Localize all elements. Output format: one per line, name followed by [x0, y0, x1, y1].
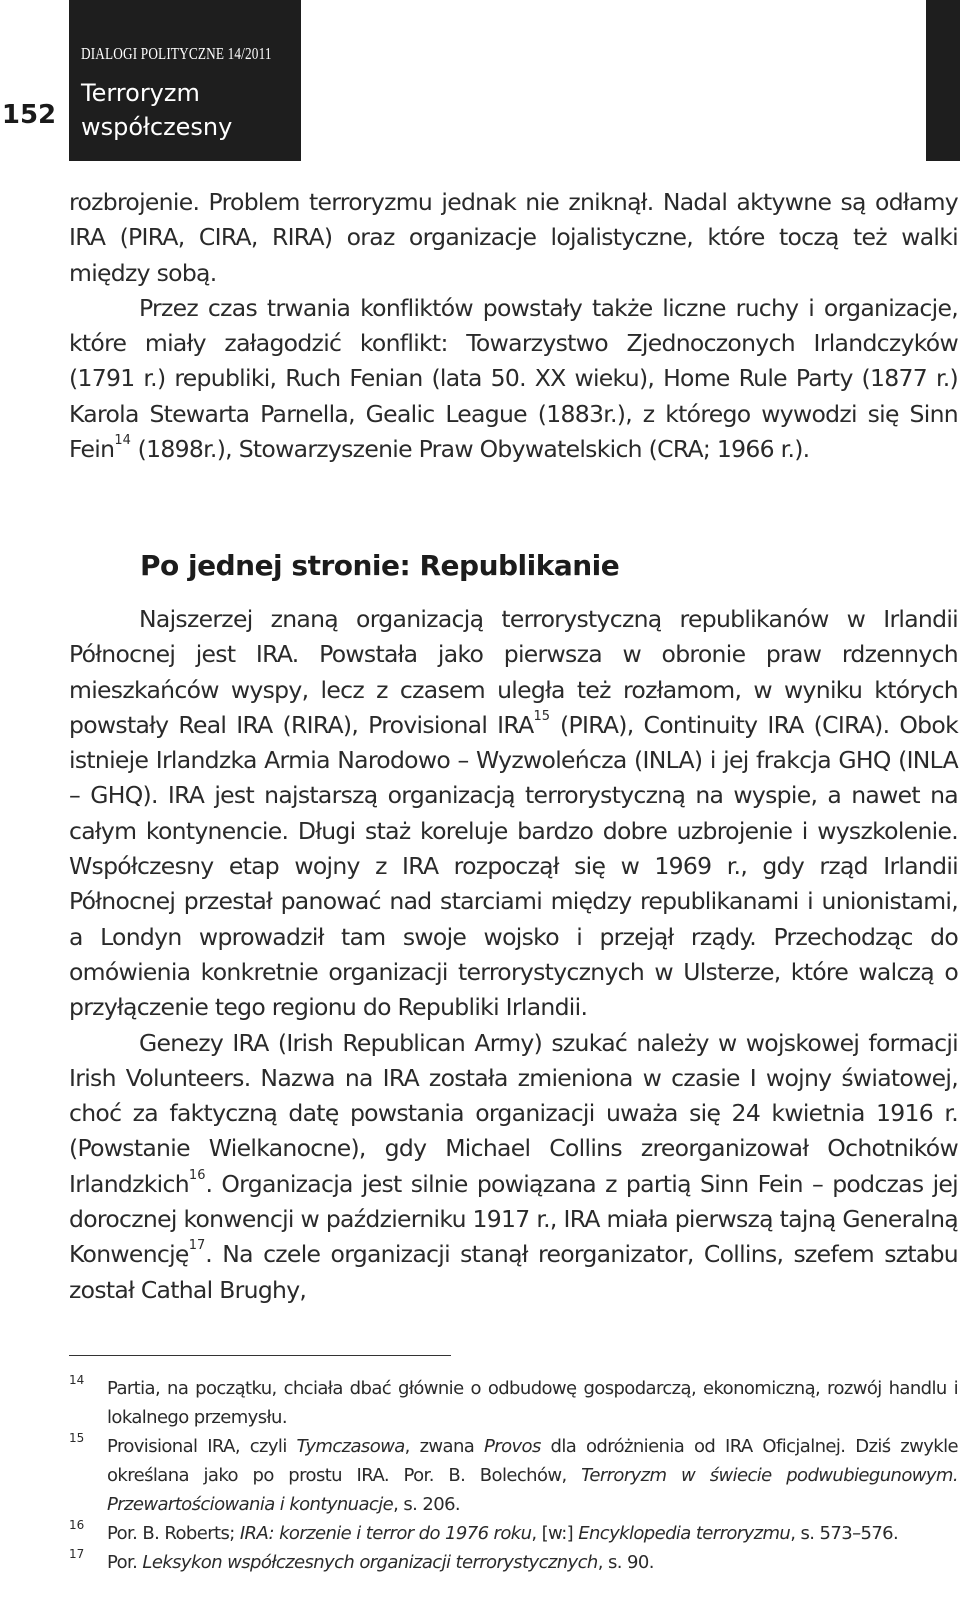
- footnote-number: 15: [69, 1431, 85, 1445]
- footnote-15: 15 Provisional IRA, czyli Tymczasowa, zwana Provos dla odróżnienia od IRA Oficjalnej. Dziś zwykle określana jako po prostu IRA. Por. B. Bolechów, Terroryzm w świecie podwubiegunowym. Przewartościowania i kontynuacje, s. 206.: [69, 1432, 958, 1519]
- footnote-divider: [69, 1355, 451, 1356]
- footnote-17: 17 Por. Leksykon współczesnych organizacji terrorystycznych, s. 90.: [69, 1548, 958, 1577]
- paragraph: Przez czas trwania konfliktów powstały także liczne ruchy i organizacje, które miały załagodzić konflikt: Towarzystwo Zjednoczonych Irlandczyków (1791 r.) republiki, Ruch Fenian (lata 50. XX wieku), Home Rule Party (1877 r.) Karola Stewarta Parnella, Gealic League (1883r.), z którego wywodzi się Sinn Fein$^{14}$ (1898r.), Stowarzyszenie Praw Obywatelskich (CRA; 1966 r.).: [69, 293, 958, 464]
- section-title-line1: Terroryzm: [81, 79, 200, 107]
- header-side-bar: [926, 0, 960, 161]
- section-text: [69, 602, 958, 1308]
- section-heading: Po jednej stronie: Republikanie: [140, 549, 620, 582]
- footnote-ref[interactable]: 15: [533, 708, 551, 724]
- footnote-ref[interactable]: 14: [114, 433, 131, 449]
- header-box: [69, 0, 301, 161]
- footnotes: [69, 1374, 958, 1577]
- page-number: 152: [1, 100, 57, 130]
- intro-text: [69, 185, 958, 467]
- paragraph: Najszerzej znaną organizacją terrorystyczną republikanów w Irlandii Północnej jest IRA. Powstała jako pierwsza w obronie praw rdzennych mieszkańców wyspy, lecz z czasem uległa też rozłamom, w wyniku których powstały Real IRA (RIRA), Provisional IRA$^{15}$ (PIRA), Continuity IRA (CIRA). Obok istnieje Irlandzka Armia Narodowo – Wyzwoleńcza (INLA) i jej frakcja GHQ (INLA – GHQ). IRA jest najstarszą organizacją terrorystyczną na wyspie, a nawet na całym kontynencie. Długi staż koreluje bardzo dobre uzbrojenie i wyszkolenie. Współczesny etap wojny z IRA rozpoczął się w 1969 r., gdy rząd Irlandii Północnej przestał panować nad starciami między republikanami i unionistami, a Londyn wprowadził tam swoje wojsko i przejął rządy. Przechodząc do omówienia konkretnie organizacji terrorystycznych w Ulsterze, które walczą o przyłączenie tego regionu do Republiki Irlandii.: [69, 605, 958, 1022]
- footnote-number: 16: [69, 1518, 85, 1532]
- paragraph: Genezy IRA (Irish Republican Army) szukać należy w wojskowej formacji Irish Volunteers. Nazwa na IRA została zmieniona w czasie I wojny światowej, choć za faktyczną datę powstania organizacji uważa się 24 kwietnia 1916 r. (Powstanie Wielkanocne), gdy Michael Collins zreorganizował Ochotników Irlandzkich$^{16}$. Organizacja jest silnie powiązana z partią Sinn Fein – podczas jej dorocznej konwencji w październiku 1917 r., IRA miała pierwszą tajną Generalną Konwencję$^{17}$. Na czele organizacji stanął reorganizator, Collins, szefem sztabu został Cathal Brughy,: [69, 1028, 958, 1304]
- section-title-line2: współczesny: [81, 113, 233, 141]
- footnote-14: 14 Partia, na początku, chciała dbać głównie o odbudowę gospodarczą, ekonomiczną, rozwój handlu i lokalnego przemysłu.: [69, 1374, 958, 1432]
- footnote-16: 16 Por. B. Roberts; IRA: korzenie i terror do 1976 roku, [w:] Encyklopedia terroryzmu, s. 573–576.: [69, 1519, 958, 1548]
- paragraph: rozbrojenie. Problem terroryzmu jednak nie zniknął. Nadal aktywne są odłamy IRA (PIRA, CIRA, RIRA) oraz organizacje lojalistyczne, które toczą też walki między sobą.: [69, 188, 958, 287]
- footnote-number: 17: [69, 1547, 85, 1561]
- footnote-ref[interactable]: 16: [188, 1167, 206, 1183]
- footnote-number: 14: [69, 1373, 85, 1387]
- journal-name: DIALOGI POLITYCZNE 14/2011: [81, 44, 272, 63]
- section-title: [81, 76, 301, 144]
- footnote-ref[interactable]: 17: [188, 1238, 206, 1254]
